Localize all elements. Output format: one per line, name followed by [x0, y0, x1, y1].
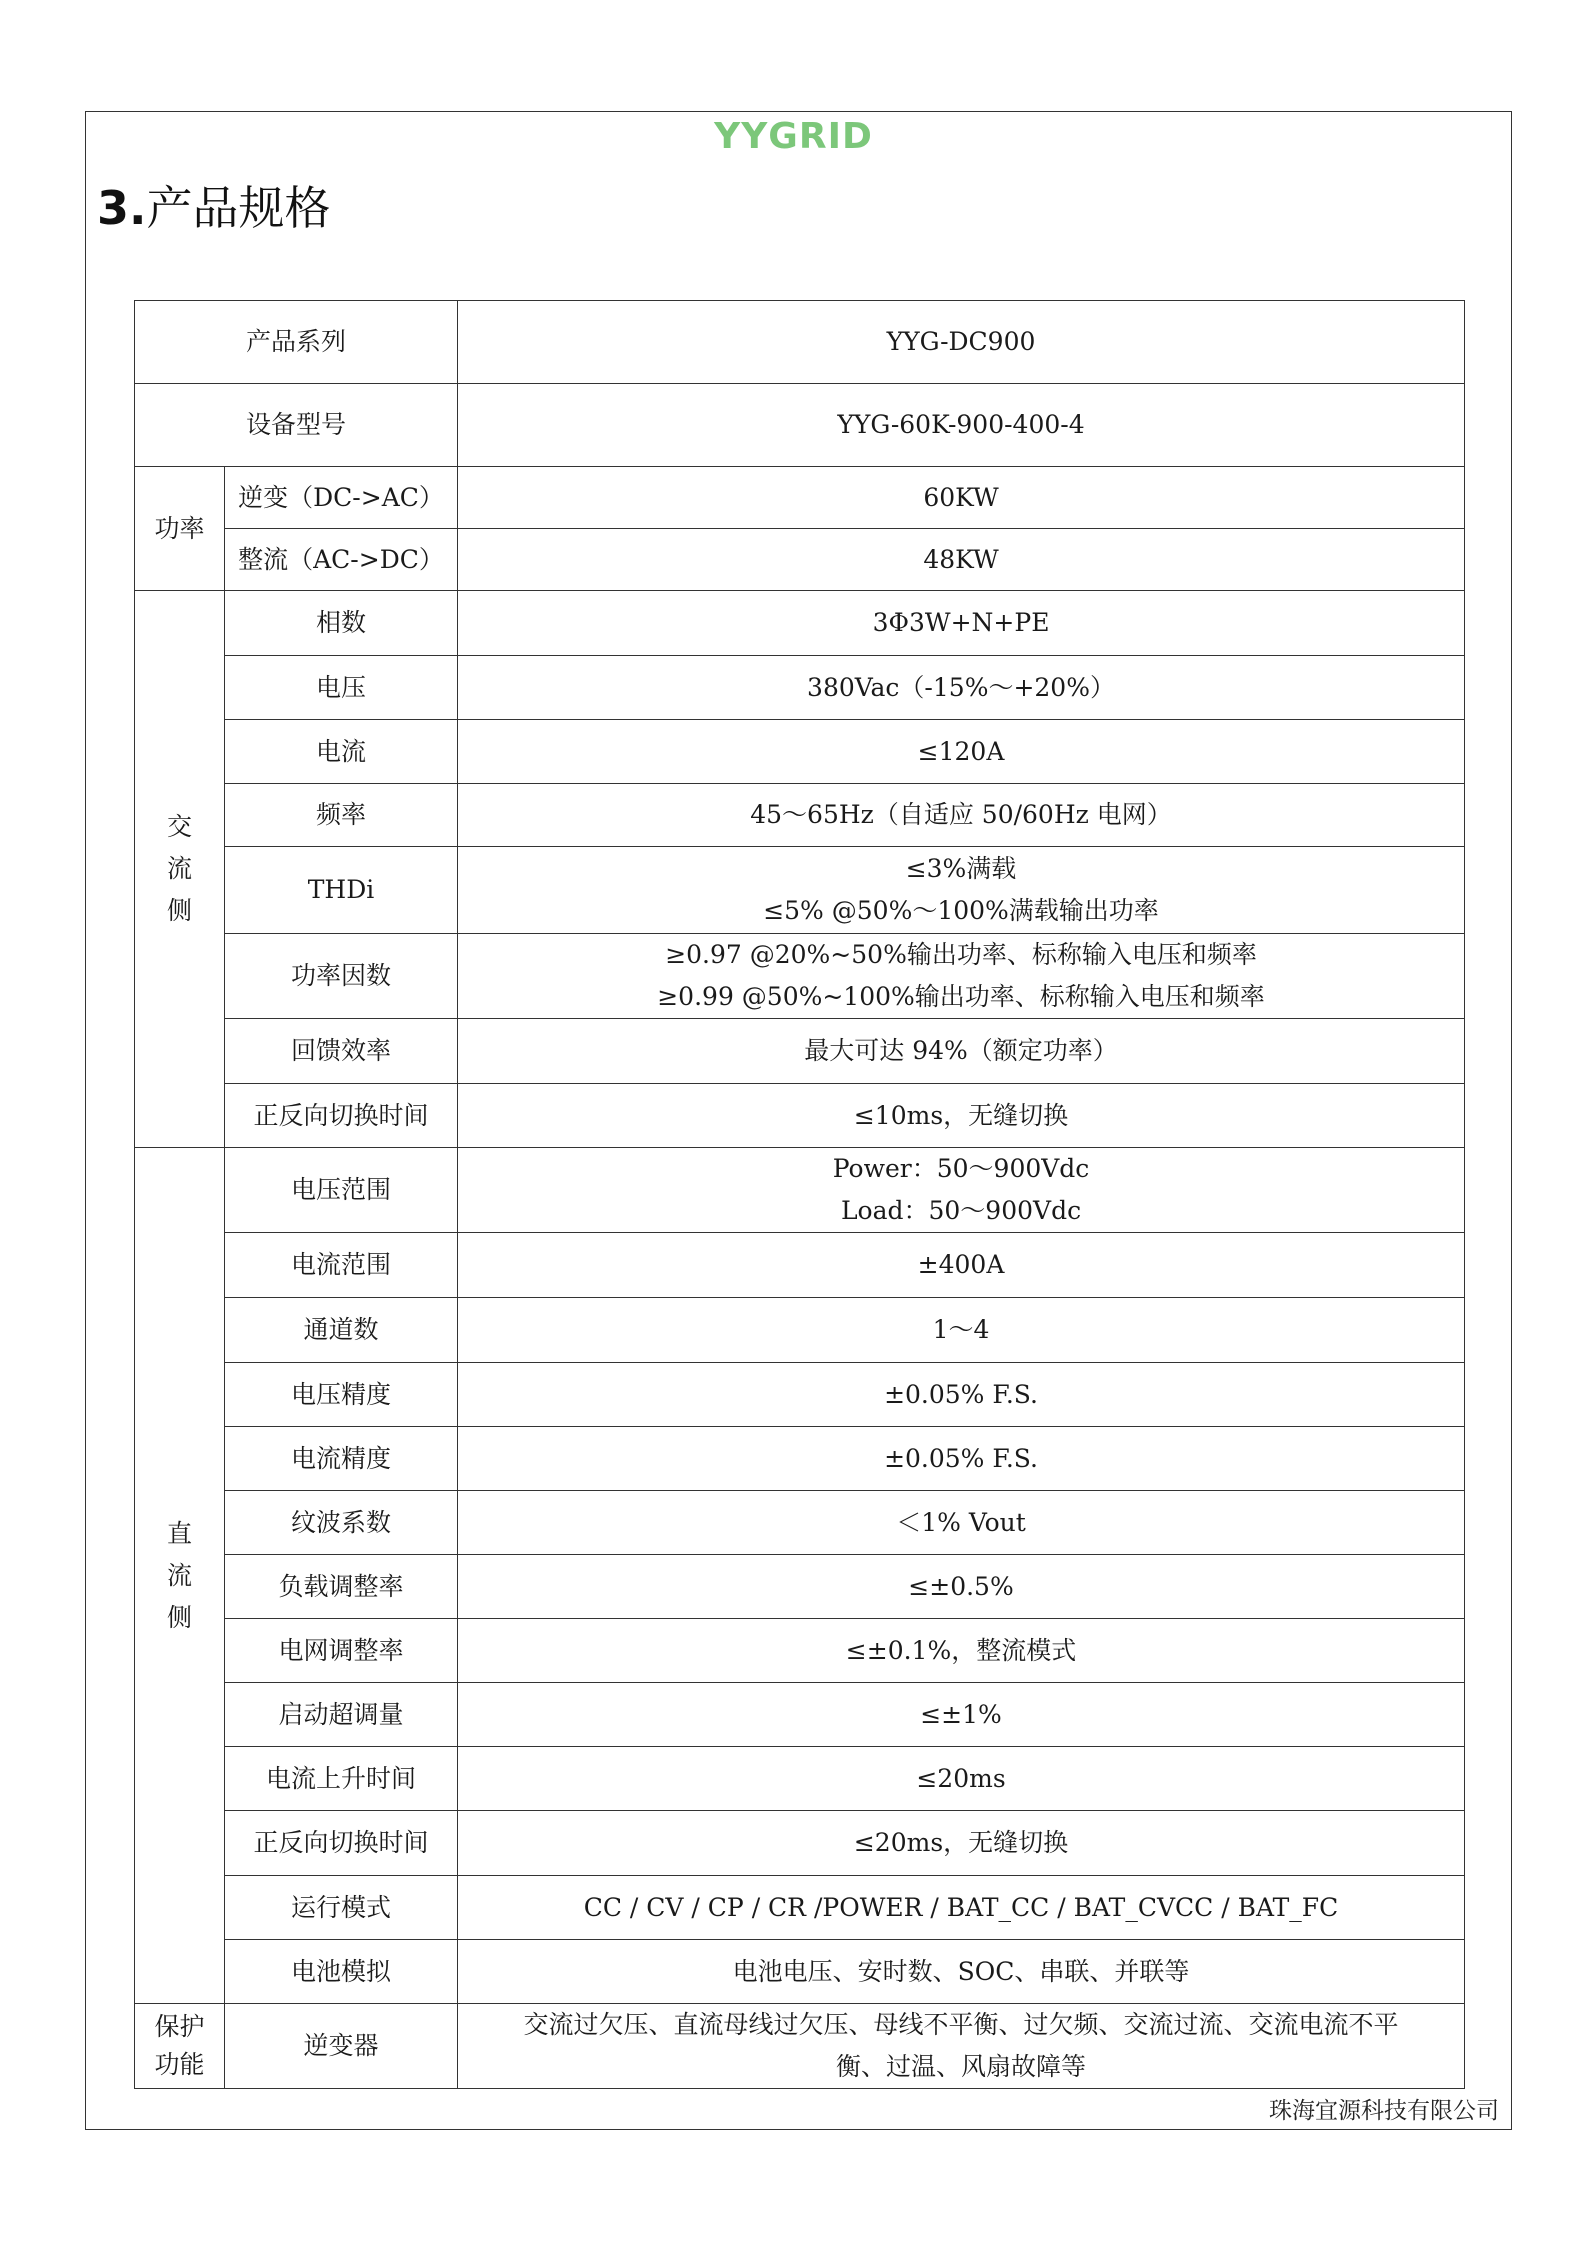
table-row: [135, 1148, 1465, 1233]
row-label: 负载调整率: [225, 1555, 458, 1619]
group-label-dc-text: 直 流 侧: [166, 1518, 192, 1632]
value-line: 衡、过温、风扇故障等: [836, 2052, 1087, 2081]
row-value: 45～65Hz（自适应 50/60Hz 电网）: [458, 784, 1465, 847]
table-row: [135, 1747, 1465, 1811]
row-label: 相数: [225, 591, 458, 656]
table-row: [135, 591, 1465, 656]
table-row: [135, 1683, 1465, 1747]
table-row: [135, 467, 1465, 529]
row-value: YYG-DC900: [458, 301, 1465, 384]
row-label: 回馈效率: [225, 1019, 458, 1084]
table-row: [135, 2004, 1465, 2089]
row-value: 48KW: [458, 529, 1465, 591]
row-label: 功率因数: [225, 934, 458, 1019]
row-value: ≤±1%: [458, 1683, 1465, 1747]
table-row: [135, 1363, 1465, 1427]
table-row: [135, 301, 1465, 384]
value-line: Power：50～900Vdc: [832, 1154, 1090, 1183]
row-label: 整流（AC->DC）: [225, 529, 458, 591]
row-label: 电池模拟: [225, 1940, 458, 2004]
table-row: [135, 1940, 1465, 2004]
row-value: [458, 847, 1465, 934]
row-value: [458, 2004, 1465, 2089]
group-label-protection-text: 保护 功能: [154, 2012, 205, 2079]
row-value: 最大可达 94%（额定功率）: [458, 1019, 1465, 1084]
row-label: 频率: [225, 784, 458, 847]
row-label: 产品系列: [135, 301, 458, 384]
row-label: 电网调整率: [225, 1619, 458, 1683]
table-row: [135, 1555, 1465, 1619]
row-label: 电流: [225, 720, 458, 784]
row-label: 电压: [225, 656, 458, 720]
row-value: ≤20ms，无缝切换: [458, 1811, 1465, 1876]
row-label: 正反向切换时间: [225, 1811, 458, 1876]
row-label: 设备型号: [135, 384, 458, 467]
row-label: 电流上升时间: [225, 1747, 458, 1811]
table-row: [135, 847, 1465, 934]
row-value: CC / CV / CP / CR /POWER / BAT_CC / BAT_CVCC / BAT_FC: [458, 1876, 1465, 1940]
table-row: [135, 1427, 1465, 1491]
row-label: 电压精度: [225, 1363, 458, 1427]
row-label: 启动超调量: [225, 1683, 458, 1747]
row-label: 通道数: [225, 1298, 458, 1363]
table-row: [135, 1811, 1465, 1876]
row-value: ≤±0.1%，整流模式: [458, 1619, 1465, 1683]
table-row: [135, 1233, 1465, 1298]
row-value: 3Φ3W+N+PE: [458, 591, 1465, 656]
row-value: ≤20ms: [458, 1747, 1465, 1811]
row-value: [458, 1148, 1465, 1233]
row-value: ≤±0.5%: [458, 1555, 1465, 1619]
group-label-protection: [135, 2004, 225, 2089]
row-value: 380Vac（-15%～+20%）: [458, 656, 1465, 720]
value-line: ≥0.97 @20%~50%输出功率、标称输入电压和频率: [665, 940, 1257, 969]
table-row: [135, 384, 1465, 467]
value-line: ≤3%满载: [905, 854, 1017, 883]
value-line: Load：50～900Vdc: [840, 1196, 1082, 1225]
table-row: [135, 934, 1465, 1019]
spec-table: [134, 300, 1465, 2089]
table-row: [135, 720, 1465, 784]
group-label-power: 功率: [135, 467, 225, 591]
row-label: 运行模式: [225, 1876, 458, 1940]
group-label-ac-text: 交 流 侧: [166, 812, 192, 925]
group-label-ac: [135, 591, 225, 1148]
row-label: 正反向切换时间: [225, 1084, 458, 1148]
value-line: ≤5% @50%～100%满载输出功率: [763, 896, 1159, 925]
row-label: 电流精度: [225, 1427, 458, 1491]
table-row: [135, 656, 1465, 720]
row-value: 60KW: [458, 467, 1465, 529]
row-label: 逆变器: [225, 2004, 458, 2089]
table-row: [135, 1298, 1465, 1363]
row-value: ≤120A: [458, 720, 1465, 784]
table-row: [135, 784, 1465, 847]
section-title: 产品规格: [146, 181, 331, 235]
row-value: [458, 934, 1465, 1019]
row-value: ±400A: [458, 1233, 1465, 1298]
row-label: THDi: [225, 847, 458, 934]
row-value: 1～4: [458, 1298, 1465, 1363]
group-label-dc: [135, 1148, 225, 2004]
table-row: [135, 529, 1465, 591]
table-row: [135, 1619, 1465, 1683]
yygrid-logo: YYGRID: [714, 116, 873, 157]
row-value: ±0.05% F.S.: [458, 1427, 1465, 1491]
row-label: 电压范围: [225, 1148, 458, 1233]
row-label: 电流范围: [225, 1233, 458, 1298]
section-heading: [97, 172, 330, 238]
row-value: YYG-60K-900-400-4: [458, 384, 1465, 467]
table-row: [135, 1084, 1465, 1148]
row-value: ±0.05% F.S.: [458, 1363, 1465, 1427]
row-value: 电池电压、安时数、SOC、串联、并联等: [458, 1940, 1465, 2004]
table-row: [135, 1491, 1465, 1555]
value-line: 交流过欠压、直流母线过欠压、母线不平衡、过欠频、交流过流、交流电流不平: [523, 2010, 1399, 2039]
section-number: 3.: [97, 181, 147, 235]
row-label: 逆变（DC->AC）: [225, 467, 458, 529]
row-label: 纹波系数: [225, 1491, 458, 1555]
table-row: [135, 1019, 1465, 1084]
row-value: ＜1% Vout: [458, 1491, 1465, 1555]
table-row: [135, 1876, 1465, 1940]
value-line: ≥0.99 @50%~100%输出功率、标称输入电压和频率: [657, 982, 1265, 1011]
row-value: ≤10ms，无缝切换: [458, 1084, 1465, 1148]
company-footer: 珠海宜源科技有限公司: [1269, 2098, 1499, 2124]
